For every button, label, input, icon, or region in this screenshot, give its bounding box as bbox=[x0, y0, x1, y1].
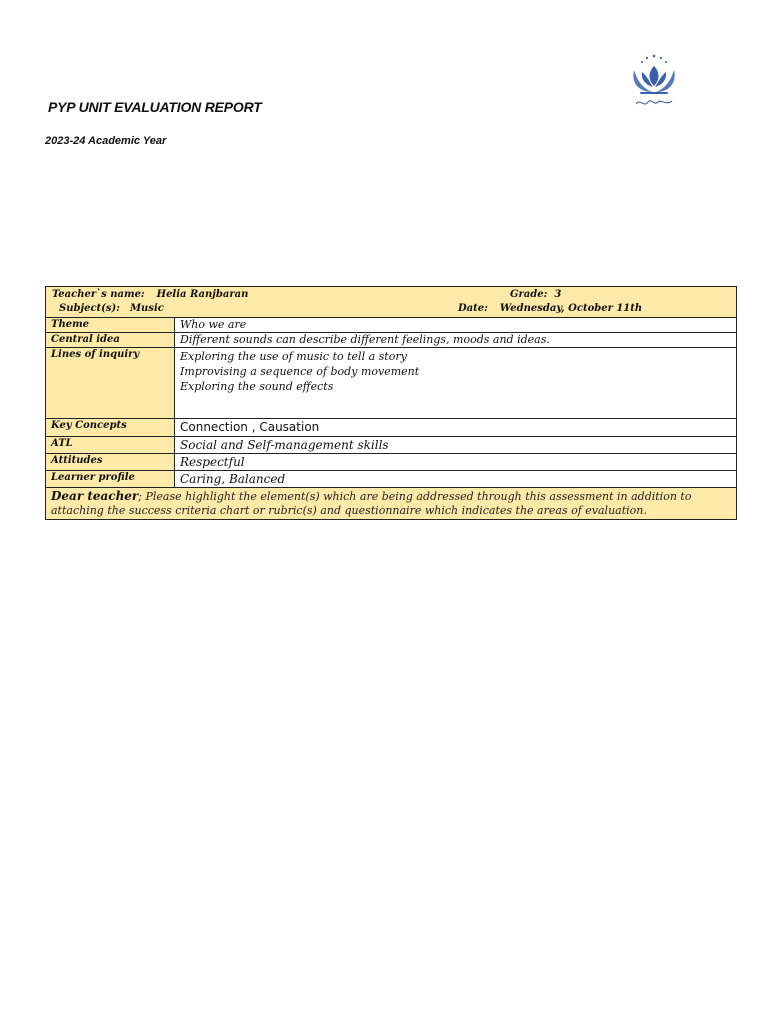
grade-label: Grade: bbox=[510, 289, 548, 300]
attitudes-value: Respectful bbox=[175, 454, 737, 471]
teacher-name-value: Helia Ranjbaran bbox=[156, 289, 249, 300]
theme-label: Theme bbox=[46, 318, 175, 333]
lines-of-inquiry-label: Lines of inquiry bbox=[46, 348, 175, 419]
teacher-info-cell bbox=[46, 287, 737, 318]
teacher-note bbox=[46, 488, 737, 520]
attitudes-row bbox=[46, 454, 737, 471]
theme-value: Who we are bbox=[175, 318, 737, 333]
subject-label: Subject(s): bbox=[59, 303, 120, 314]
lines-of-inquiry-value bbox=[175, 348, 737, 419]
key-concepts-label: Key Concepts bbox=[46, 419, 175, 437]
subject-value: Music bbox=[129, 303, 164, 314]
central-idea-row bbox=[46, 333, 737, 348]
inquiry-line: Improvising a sequence of body movement bbox=[180, 365, 420, 378]
attitudes-label: Attitudes bbox=[46, 454, 175, 471]
lines-of-inquiry-row bbox=[46, 348, 737, 419]
date-value: Wednesday, October 11th bbox=[499, 303, 643, 314]
learner-profile-label: Learner profile bbox=[46, 471, 175, 488]
atl-value: Social and Self-management skills bbox=[175, 437, 737, 454]
central-idea-value: Different sounds can describe different feelings, moods and ideas. bbox=[175, 333, 737, 348]
learner-profile-row bbox=[46, 471, 737, 488]
key-concepts-row bbox=[46, 419, 737, 437]
teacher-info-row bbox=[46, 287, 737, 318]
evaluation-table bbox=[45, 286, 737, 520]
note-lead: Dear teacher bbox=[51, 489, 139, 503]
school-logo-icon bbox=[626, 52, 682, 112]
central-idea-label: Central idea bbox=[46, 333, 175, 348]
report-title: PYP UNIT EVALUATION REPORT bbox=[48, 99, 262, 115]
key-concepts-value: Connection , Causation bbox=[175, 419, 737, 437]
teacher-note-row bbox=[46, 488, 737, 520]
learner-profile-value: Caring, Balanced bbox=[175, 471, 737, 488]
inquiry-line: Exploring the use of music to tell a story bbox=[180, 350, 407, 363]
theme-row bbox=[46, 318, 737, 333]
academic-year: 2023-24 Academic Year bbox=[45, 135, 167, 147]
note-text: ; Please highlight the element(s) which are being addressed through this assessment in addition to attaching the success criteria chart or rubric(s) and questionnaire which indicates the areas of evaluation. bbox=[51, 490, 692, 517]
teacher-name-label: Teacher`s name: bbox=[52, 289, 145, 300]
grade-value: 3 bbox=[554, 289, 562, 300]
atl-row bbox=[46, 437, 737, 454]
atl-label: ATL bbox=[46, 437, 175, 454]
date-label: Date: bbox=[458, 303, 488, 314]
inquiry-line: Exploring the sound effects bbox=[180, 380, 334, 393]
